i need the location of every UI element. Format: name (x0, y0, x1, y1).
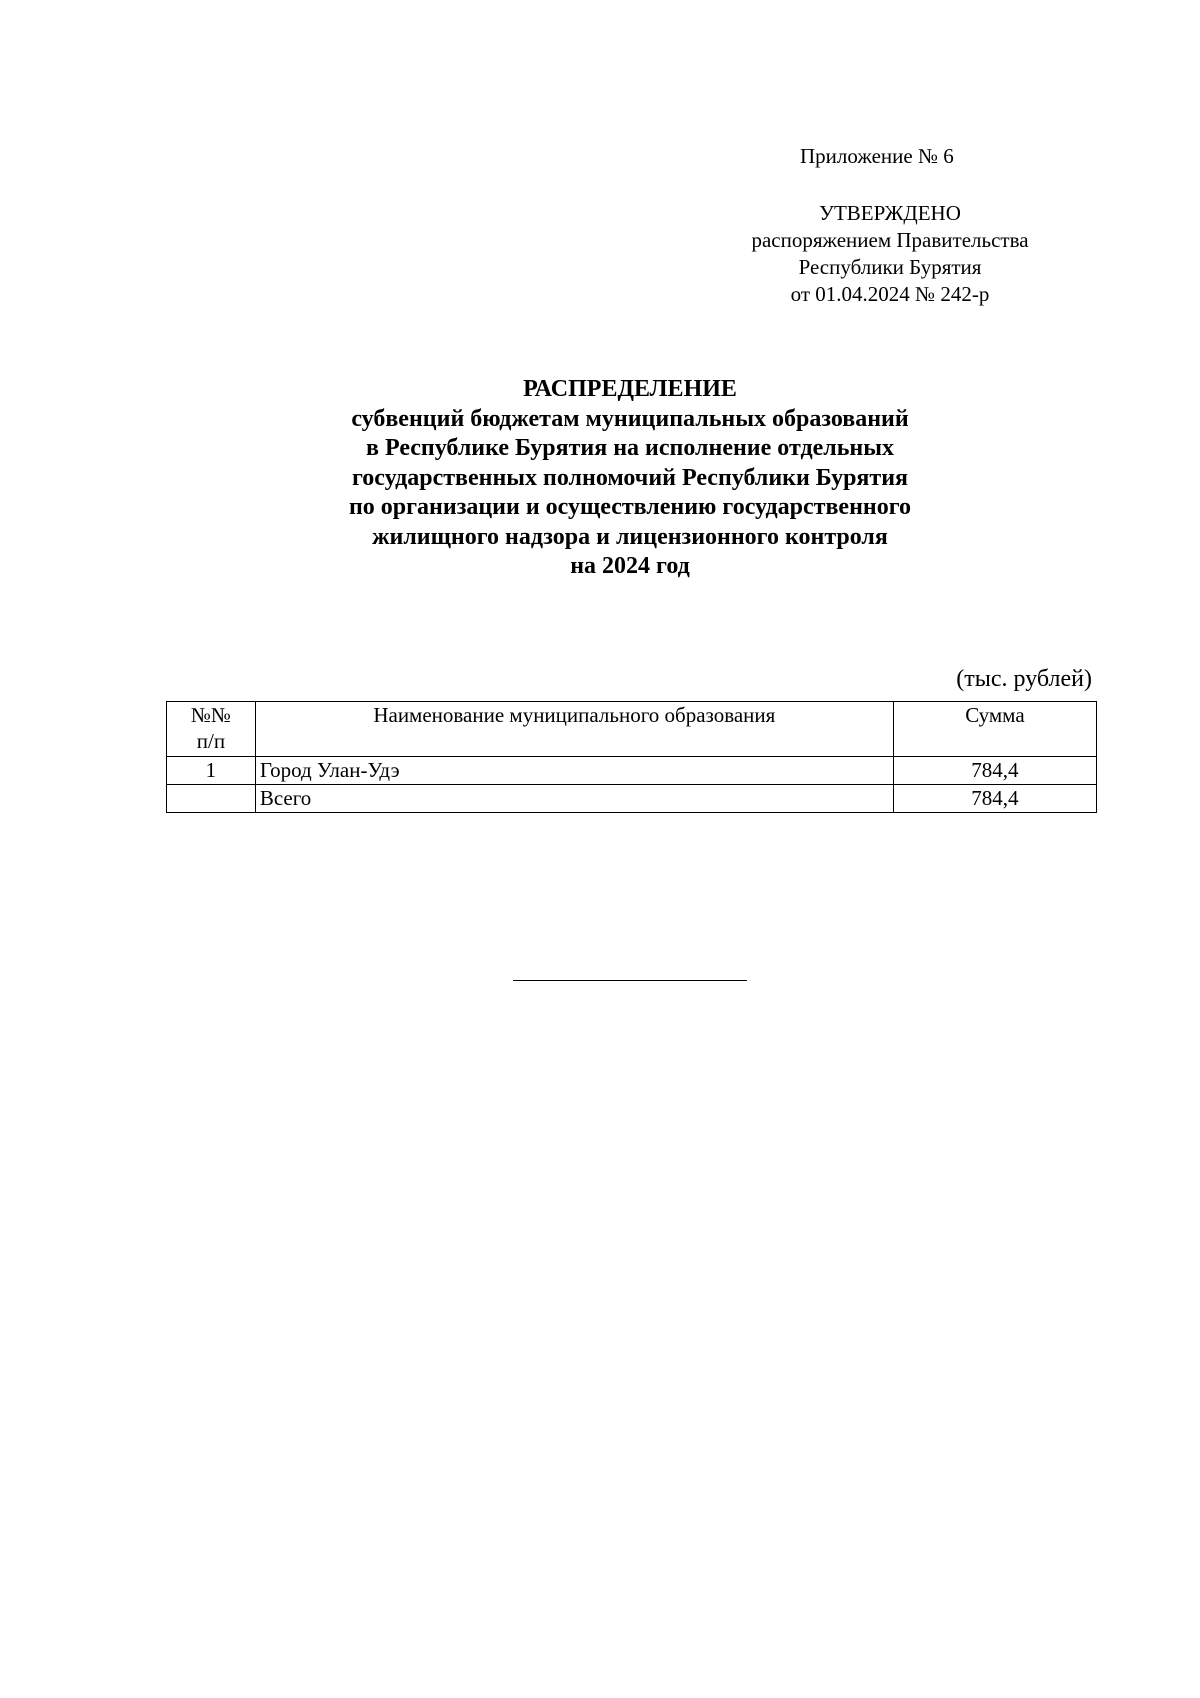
approval-date-number: от 01.04.2024 № 242-р (790, 282, 990, 306)
title-line: жилищного надзора и лицензионного контроля (372, 523, 888, 550)
units-label: (тыс. рублей) (956, 666, 1092, 692)
appendix-number: Приложение № 6 (800, 144, 954, 168)
title-line: в Республике Бурятия на исполнение отдельных (366, 435, 894, 461)
approval-status: УТВЕРЖДЕНО (819, 201, 961, 225)
table-row (167, 757, 1097, 785)
total-amount-cell: 784,4 (893, 785, 1096, 813)
title-line: на 2024 год (570, 553, 690, 579)
amount-cell: 784,4 (893, 757, 1096, 785)
column-header-name: Наименование муниципального образования (255, 702, 893, 757)
table-total-row (167, 785, 1097, 813)
document-title (200, 375, 1060, 582)
title-line: РАСПРЕДЕЛЕНИЕ (523, 376, 737, 402)
total-label-cell: Всего (255, 785, 893, 813)
column-header-number (167, 702, 256, 757)
title-line: по организации и осуществлению государственного (348, 494, 912, 520)
approval-region: Республики Бурятия (798, 255, 982, 279)
table-header-row (167, 702, 1097, 757)
distribution-table (166, 701, 1097, 813)
column-header-number-line2: п/п (196, 729, 226, 753)
column-header-number-line1: №№ (190, 703, 231, 727)
municipality-name-cell: Город Улан-Удэ (255, 757, 893, 785)
column-header-sum: Сумма (893, 702, 1096, 757)
title-line: субвенций бюджетам муниципальных образований (351, 405, 909, 432)
title-line: государственных полномочий Республики Бурятия (351, 464, 909, 491)
row-number-cell: 1 (167, 757, 256, 785)
row-number-cell (167, 785, 256, 813)
approval-authority: распоряжением Правительства (751, 228, 1029, 252)
approval-block (700, 200, 1080, 308)
closing-divider-line (513, 980, 747, 981)
